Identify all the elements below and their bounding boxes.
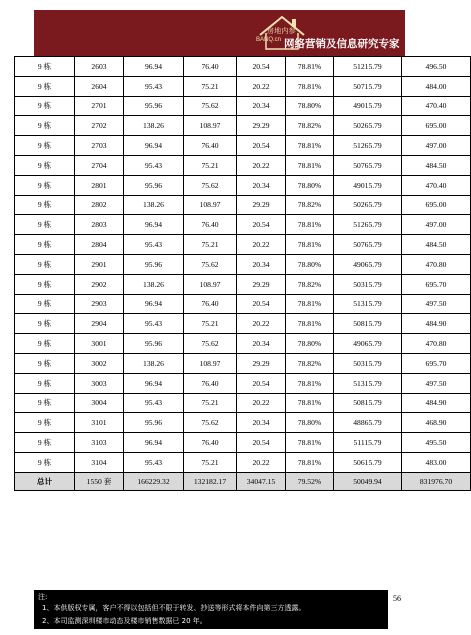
table-cell: 75.62	[184, 175, 237, 195]
table-cell: 9 栋	[15, 195, 75, 215]
table-row	[15, 294, 471, 314]
brand-site: BANQ.cn	[256, 37, 282, 43]
footer-notes	[34, 590, 388, 629]
table-cell: 9 栋	[15, 116, 75, 136]
table-cell: 9 栋	[15, 274, 75, 294]
table-cell: 78.81%	[286, 314, 334, 334]
table-cell: 20.34	[237, 413, 286, 433]
table-cell: 95.96	[124, 413, 184, 433]
table-cell: 9 栋	[15, 373, 75, 393]
table-cell: 9 栋	[15, 136, 75, 156]
table-cell: 20.54	[237, 433, 286, 453]
table-cell: 695.70	[402, 274, 471, 294]
table-cell: 484.90	[402, 393, 471, 413]
table-cell: 95.96	[124, 96, 184, 116]
table-cell: 470.40	[402, 175, 471, 195]
table-cell: 2702	[75, 116, 124, 136]
table-cell: 497.50	[402, 373, 471, 393]
table-cell: 78.81%	[286, 452, 334, 472]
table-cell: 108.97	[184, 353, 237, 373]
table-cell: 75.21	[184, 393, 237, 413]
table-cell: 51265.79	[334, 136, 402, 156]
table-cell: 50815.79	[334, 393, 402, 413]
table-cell: 78.81%	[286, 136, 334, 156]
table-cell: 108.97	[184, 116, 237, 136]
table-cell: 75.21	[184, 155, 237, 175]
table-row	[15, 215, 471, 235]
table-cell: 50815.79	[334, 314, 402, 334]
table-cell: 9 栋	[15, 155, 75, 175]
table-cell: 75.62	[184, 413, 237, 433]
table-cell: 95.96	[124, 254, 184, 274]
table-cell: 75.62	[184, 334, 237, 354]
table-cell: 20.22	[237, 155, 286, 175]
table-cell: 9 栋	[15, 433, 75, 453]
table-cell: 484.00	[402, 76, 471, 96]
table-cell: 3003	[75, 373, 124, 393]
table-cell: 9 栋	[15, 235, 75, 255]
table-cell: 96.94	[124, 433, 184, 453]
table-cell: 50265.79	[334, 116, 402, 136]
table-cell: 9 栋	[15, 175, 75, 195]
table-row	[15, 413, 471, 433]
table-row	[15, 96, 471, 116]
table-cell: 78.81%	[286, 215, 334, 235]
table-cell: 3001	[75, 334, 124, 354]
table-row	[15, 452, 471, 472]
table-cell: 695.00	[402, 116, 471, 136]
table-cell: 9 栋	[15, 334, 75, 354]
table-row	[15, 57, 471, 77]
footer-note-label: 注:	[38, 593, 48, 601]
table-cell: 20.34	[237, 96, 286, 116]
table-cell: 9 栋	[15, 314, 75, 334]
table-cell: 2704	[75, 155, 124, 175]
table-cell: 496.50	[402, 57, 471, 77]
table-row	[15, 274, 471, 294]
table-cell: 50315.79	[334, 274, 402, 294]
table-cell: 470.80	[402, 334, 471, 354]
table-cell: 9 栋	[15, 353, 75, 373]
table-cell: 78.80%	[286, 254, 334, 274]
table-cell: 96.94	[124, 57, 184, 77]
table-cell: 3101	[75, 413, 124, 433]
table-cell: 470.40	[402, 96, 471, 116]
table-cell: 95.96	[124, 175, 184, 195]
sales-table	[14, 56, 453, 491]
table-cell: 9 栋	[15, 96, 75, 116]
table-cell: 78.80%	[286, 96, 334, 116]
table-cell: 497.50	[402, 294, 471, 314]
table-cell: 9 栋	[15, 57, 75, 77]
total-cell: 50049.94	[334, 472, 402, 490]
table-row	[15, 334, 471, 354]
table-cell: 76.40	[184, 57, 237, 77]
table-cell: 484.50	[402, 235, 471, 255]
table-cell: 695.70	[402, 353, 471, 373]
table-cell: 29.29	[237, 116, 286, 136]
table-cell: 50765.79	[334, 235, 402, 255]
table-cell: 75.62	[184, 96, 237, 116]
table-cell: 29.29	[237, 195, 286, 215]
table-row	[15, 314, 471, 334]
table-cell: 2604	[75, 76, 124, 96]
table-cell: 78.81%	[286, 76, 334, 96]
table-cell: 20.54	[237, 57, 286, 77]
footer-note-line-2: 2、本司监测深圳楼市动态及楼市销售数据已 20 年。	[42, 617, 207, 625]
table-cell: 108.97	[184, 195, 237, 215]
table-cell: 78.82%	[286, 195, 334, 215]
table-cell: 95.96	[124, 334, 184, 354]
table-cell: 29.29	[237, 353, 286, 373]
table-cell: 2803	[75, 215, 124, 235]
table-cell: 96.94	[124, 294, 184, 314]
table-cell: 95.43	[124, 76, 184, 96]
table-cell: 9 栋	[15, 294, 75, 314]
table-cell: 78.81%	[286, 155, 334, 175]
table-cell: 138.26	[124, 195, 184, 215]
table-cell: 76.40	[184, 136, 237, 156]
table-cell: 78.80%	[286, 334, 334, 354]
total-label: 总计	[15, 472, 75, 490]
table-cell: 78.81%	[286, 393, 334, 413]
footer-note-line-1: 1、本供版权专属，客户不得以包括但不限于转发、抄送等形式将本件向第三方透露。	[42, 604, 306, 612]
table-row	[15, 235, 471, 255]
table-row	[15, 433, 471, 453]
table-row	[15, 254, 471, 274]
table-cell: 695.00	[402, 195, 471, 215]
table-cell: 76.40	[184, 433, 237, 453]
table-cell: 51315.79	[334, 373, 402, 393]
total-row	[15, 472, 471, 490]
total-cell: 166229.32	[124, 472, 184, 490]
page-number: 56	[393, 594, 401, 603]
table-cell: 49015.79	[334, 96, 402, 116]
table-cell: 9 栋	[15, 254, 75, 274]
table-row	[15, 353, 471, 373]
table-cell: 75.21	[184, 314, 237, 334]
table-cell: 50615.79	[334, 452, 402, 472]
table-cell: 50765.79	[334, 155, 402, 175]
table-cell: 138.26	[124, 116, 184, 136]
table-cell: 78.81%	[286, 433, 334, 453]
table-cell: 96.94	[124, 136, 184, 156]
table-cell: 2801	[75, 175, 124, 195]
table-cell: 2902	[75, 274, 124, 294]
table-cell: 484.90	[402, 314, 471, 334]
total-cell: 831976.70	[402, 472, 471, 490]
table-cell: 49015.79	[334, 175, 402, 195]
table-cell: 3104	[75, 452, 124, 472]
table-cell: 20.54	[237, 136, 286, 156]
table-cell: 78.81%	[286, 57, 334, 77]
table-cell: 3004	[75, 393, 124, 413]
table-cell: 51265.79	[334, 215, 402, 235]
table-cell: 2701	[75, 96, 124, 116]
table-cell: 48865.79	[334, 413, 402, 433]
table-cell: 2802	[75, 195, 124, 215]
table-cell: 3103	[75, 433, 124, 453]
table-cell: 29.29	[237, 274, 286, 294]
table-cell: 2603	[75, 57, 124, 77]
table-cell: 138.26	[124, 353, 184, 373]
table-cell: 495.50	[402, 433, 471, 453]
table-row	[15, 155, 471, 175]
table-cell: 20.54	[237, 215, 286, 235]
table-cell: 2901	[75, 254, 124, 274]
header-banner	[34, 10, 405, 56]
table-cell: 2903	[75, 294, 124, 314]
table-cell: 50315.79	[334, 353, 402, 373]
table-cell: 2904	[75, 314, 124, 334]
table-cell: 49065.79	[334, 254, 402, 274]
table-cell: 96.94	[124, 215, 184, 235]
table-cell: 20.34	[237, 175, 286, 195]
table-cell: 2703	[75, 136, 124, 156]
table-cell: 49065.79	[334, 334, 402, 354]
table-cell: 75.21	[184, 76, 237, 96]
header-title: 网络营销及信息研究专家	[284, 38, 400, 50]
table-cell: 95.43	[124, 314, 184, 334]
table-cell: 3002	[75, 353, 124, 373]
table-cell: 76.40	[184, 215, 237, 235]
table-row	[15, 393, 471, 413]
table-cell: 108.97	[184, 274, 237, 294]
table-cell: 2804	[75, 235, 124, 255]
table-row	[15, 373, 471, 393]
total-cell: 34047.15	[237, 472, 286, 490]
table-cell: 76.40	[184, 373, 237, 393]
table-cell: 20.54	[237, 373, 286, 393]
table-cell: 20.22	[237, 393, 286, 413]
table-cell: 51215.79	[334, 57, 402, 77]
table-cell: 78.80%	[286, 175, 334, 195]
table-cell: 78.81%	[286, 373, 334, 393]
table-cell: 9 栋	[15, 452, 75, 472]
table-cell: 20.22	[237, 235, 286, 255]
table-cell: 9 栋	[15, 215, 75, 235]
table-row	[15, 136, 471, 156]
table-cell: 78.80%	[286, 413, 334, 433]
table-cell: 78.82%	[286, 274, 334, 294]
table-cell: 20.22	[237, 76, 286, 96]
table-cell: 20.34	[237, 254, 286, 274]
table-cell: 95.43	[124, 155, 184, 175]
table-cell: 50715.79	[334, 76, 402, 96]
table-cell: 75.62	[184, 254, 237, 274]
table-cell: 9 栋	[15, 393, 75, 413]
table-cell: 9 栋	[15, 413, 75, 433]
table-row	[15, 195, 471, 215]
table-cell: 51115.79	[334, 433, 402, 453]
table-cell: 20.22	[237, 314, 286, 334]
table-cell: 78.81%	[286, 294, 334, 314]
table-cell: 96.94	[124, 373, 184, 393]
table-cell: 497.00	[402, 136, 471, 156]
table-cell: 75.21	[184, 452, 237, 472]
table-cell: 483.00	[402, 452, 471, 472]
table-cell: 138.26	[124, 274, 184, 294]
table-row	[15, 175, 471, 195]
table-cell: 95.43	[124, 452, 184, 472]
table-cell: 9 栋	[15, 76, 75, 96]
table-cell: 95.43	[124, 393, 184, 413]
table-cell: 20.54	[237, 294, 286, 314]
table-cell: 95.43	[124, 235, 184, 255]
table-row	[15, 116, 471, 136]
brand-name: 房地内参	[267, 28, 296, 35]
table-cell: 78.81%	[286, 235, 334, 255]
table-cell: 20.22	[237, 452, 286, 472]
table-cell: 50265.79	[334, 195, 402, 215]
table-cell: 468.90	[402, 413, 471, 433]
total-cell: 79.52%	[286, 472, 334, 490]
table-cell: 484.50	[402, 155, 471, 175]
table-cell: 75.21	[184, 235, 237, 255]
table-cell: 78.82%	[286, 116, 334, 136]
table-cell: 497.00	[402, 215, 471, 235]
table-row	[15, 76, 471, 96]
table-cell: 20.34	[237, 334, 286, 354]
table-cell: 51315.79	[334, 294, 402, 314]
total-cell: 132182.17	[184, 472, 237, 490]
table-cell: 76.40	[184, 294, 237, 314]
table-cell: 78.82%	[286, 353, 334, 373]
table-cell: 470.80	[402, 254, 471, 274]
total-cell: 1550 套	[75, 472, 124, 490]
